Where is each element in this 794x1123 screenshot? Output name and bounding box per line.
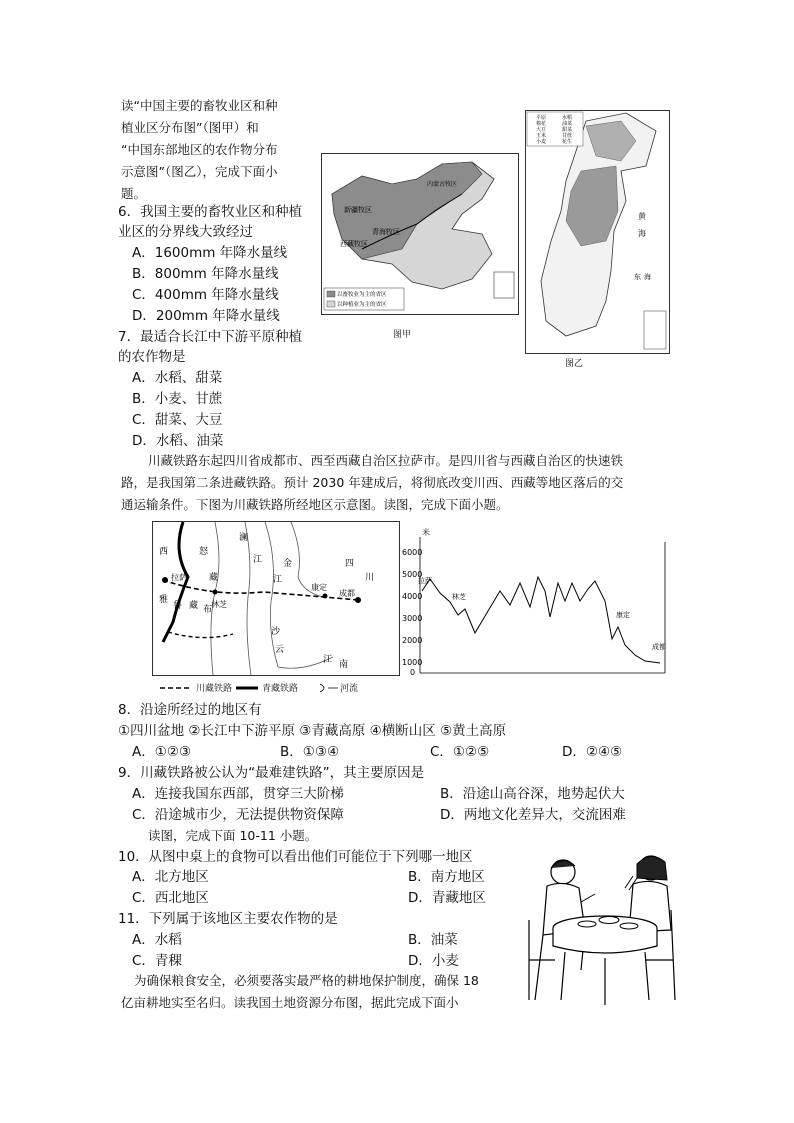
option-d: D．两地文化差异大，交流困难: [440, 807, 626, 823]
passage-line: 路，是我国第二条进藏铁路。预计 2030 年建成后，将彻底改变川西、西藏等地区落后的交: [121, 475, 624, 490]
railway-map-svg: [153, 522, 399, 675]
rail-label: 云: [275, 645, 285, 655]
figure-jia-map: [321, 153, 519, 315]
question-stem: 11．下列属于该地区主要农作物的是: [118, 911, 338, 927]
rail-label: 金: [283, 559, 293, 569]
y-tick: 3000: [402, 614, 423, 623]
y-tick: 1000: [402, 658, 423, 667]
option-a: A．水稻: [132, 932, 182, 948]
legend-yi-1: 平原: [536, 115, 547, 121]
option-c: C．①②⑤: [430, 744, 490, 760]
legend-yi-4: 玉米: [536, 133, 547, 139]
label-xizang: 西藏牧区: [340, 240, 368, 248]
option-b: B．①③④: [280, 744, 340, 760]
option-b: B．南方地区: [408, 869, 485, 885]
question-stem: 的农作物是: [118, 349, 186, 365]
rail-label: 成都: [339, 589, 355, 598]
rail-label: 西: [159, 547, 169, 557]
passage-line: 为确保粮食安全，必须要落实最严格的耕地保护制度，确保 18: [134, 973, 479, 988]
intro-line: 读“中国主要的畜牧业区和种: [121, 98, 278, 113]
sea-label: 海: [644, 273, 651, 281]
rail-label: 藏: [209, 573, 219, 583]
option-d: D．水稻、油菜: [132, 433, 224, 449]
question-items: ①四川盆地 ②长江中下游平原 ③青藏高原 ④横断山区 ⑤黄土高原: [118, 723, 507, 739]
profile-label: 成都: [652, 643, 666, 651]
option-d: D．200mm 年降水量线: [132, 308, 280, 324]
sea-label: 黄: [638, 212, 646, 221]
intro-line: 植业区分布图”（图甲）和: [121, 120, 259, 135]
rail-label: 沙: [271, 627, 281, 637]
question-stem: 8．沿途所经过的地区有: [118, 702, 262, 718]
figure-jia-caption: 图甲: [393, 330, 412, 340]
option-a: A．水稻、甜菜: [132, 370, 223, 386]
option-b: B．沿途山高谷深，地势起伏大: [440, 786, 625, 802]
figure-yi-caption: 图乙: [565, 359, 584, 369]
rail-label: 四: [345, 559, 355, 569]
figure-yi-map: [525, 110, 670, 354]
rail-label: 怒: [199, 547, 209, 557]
question-stem: 业区的分界线大致经过: [118, 224, 253, 240]
dining-couple-illustration: [525, 850, 677, 1010]
option-d: D．青藏地区: [408, 890, 486, 906]
option-c: C．400mm 年降水量线: [132, 287, 279, 303]
y-tick: 0: [410, 668, 416, 677]
rail-label: 藏: [189, 601, 199, 611]
y-tick: 5000: [402, 570, 423, 579]
question-stem: 9．川藏铁路被公认为“最难建铁路”，其主要原因是: [118, 765, 425, 781]
passage-line: 川藏铁路东起四川省成都市、西至西藏自治区拉萨市。是四川省与西藏自治区的快速铁: [148, 453, 624, 468]
intro-line: “中国东部地区的农作物分布: [121, 142, 278, 157]
option-d: D．②④⑤: [562, 744, 623, 760]
rail-label: 江: [323, 655, 333, 665]
y-tick: 2000: [402, 636, 423, 645]
question-stem: 6．我国主要的畜牧业区和种植: [118, 204, 303, 220]
sea-label: 东: [634, 273, 641, 281]
option-a: A．①②③: [132, 744, 192, 760]
option-a: A．北方地区: [132, 869, 209, 885]
option-c: C．西北地区: [132, 890, 209, 906]
sea-label: 海: [638, 229, 646, 238]
elevation-profile-svg: [400, 527, 670, 677]
legend-yi-8: 甜菜: [562, 127, 573, 133]
rail-label: 川: [365, 573, 375, 583]
legend-yi-5: 小麦: [536, 139, 547, 145]
legend-farming: 以种植业为主的省区: [337, 302, 387, 308]
passage-line: 亿亩耕地实至名归。读我国土地资源分布图，据此完成下面小: [121, 995, 459, 1010]
legend-sichuan-tibet-railway: 川藏铁路: [196, 684, 233, 694]
legend-yi-2: 棉花: [536, 121, 547, 127]
rail-label: 澜: [239, 533, 249, 543]
rail-label: 布: [203, 605, 213, 615]
label-xinjiang: 新疆牧区: [344, 206, 372, 214]
legend-yi-3: 大豆: [536, 127, 547, 133]
rail-label: 拉萨: [171, 573, 187, 582]
option-b: B．800mm 年降水量线: [132, 266, 279, 282]
rail-label: 康定: [311, 583, 327, 592]
instruction-10-11: 读图，完成下面 10-11 小题。: [148, 828, 318, 843]
y-tick: 4000: [402, 592, 423, 601]
question-stem: 10．从图中桌上的食物可以看出他们可能位于下列哪一地区: [118, 849, 473, 865]
rail-label: 林芝: [211, 600, 227, 609]
dining-illustration-svg: [525, 850, 677, 1010]
option-c: C．沿途城市少，无法提供物资保障: [132, 807, 344, 823]
rail-label: 雅: [159, 595, 169, 605]
east-china-crops-map: [526, 111, 669, 353]
profile-label: 康定: [616, 611, 630, 619]
y-tick: 6000: [402, 548, 423, 557]
option-b: B．小麦、甘蔗: [132, 391, 223, 407]
option-a: A．1600mm 年降水量线: [132, 245, 288, 261]
legend-yi-7: 油菜: [562, 121, 573, 127]
question-stem: 7．最适合长江中下游平原种植: [118, 329, 303, 345]
legend-qinghai-tibet-railway: 青藏铁路: [262, 684, 299, 694]
intro-line: 示意图”（图乙），完成下面小: [121, 164, 278, 179]
sichuan-tibet-railway-map: [152, 521, 400, 676]
rail-label: 鲁: [173, 601, 183, 611]
label-neimeng: 内蒙古牧区: [427, 181, 458, 188]
option-c: C．甜菜、大豆: [132, 412, 223, 428]
legend-livestock: 以畜牧业为主的省区: [337, 292, 387, 298]
legend-yi-6: 水稻: [562, 115, 573, 121]
elevation-profile: [400, 527, 670, 677]
profile-label: 林芝: [452, 593, 466, 601]
option-d: D．小麦: [408, 953, 459, 969]
legend-yi-9: 甘蔗: [562, 133, 573, 139]
passage-line: 通运输条件。下图为川藏铁路所经地区示意图。读图，完成下面小题。: [121, 497, 509, 512]
legend-river: 河流: [340, 684, 359, 694]
rail-label: 江: [273, 575, 283, 585]
rail-label: 南: [339, 660, 349, 670]
label-qinghai: 青海牧区: [372, 228, 400, 236]
rail-label: 江: [253, 555, 263, 565]
option-b: B．油菜: [408, 932, 458, 948]
profile-label: 拉萨: [418, 577, 432, 585]
option-c: C．青稞: [132, 953, 182, 969]
y-unit: 米: [422, 528, 430, 537]
option-a: A．连接我国东西部，贯穿三大阶梯: [132, 786, 344, 802]
legend-yi-10: 花生: [562, 139, 573, 145]
intro-line: 题。: [121, 186, 147, 201]
china-livestock-map: [322, 154, 518, 314]
